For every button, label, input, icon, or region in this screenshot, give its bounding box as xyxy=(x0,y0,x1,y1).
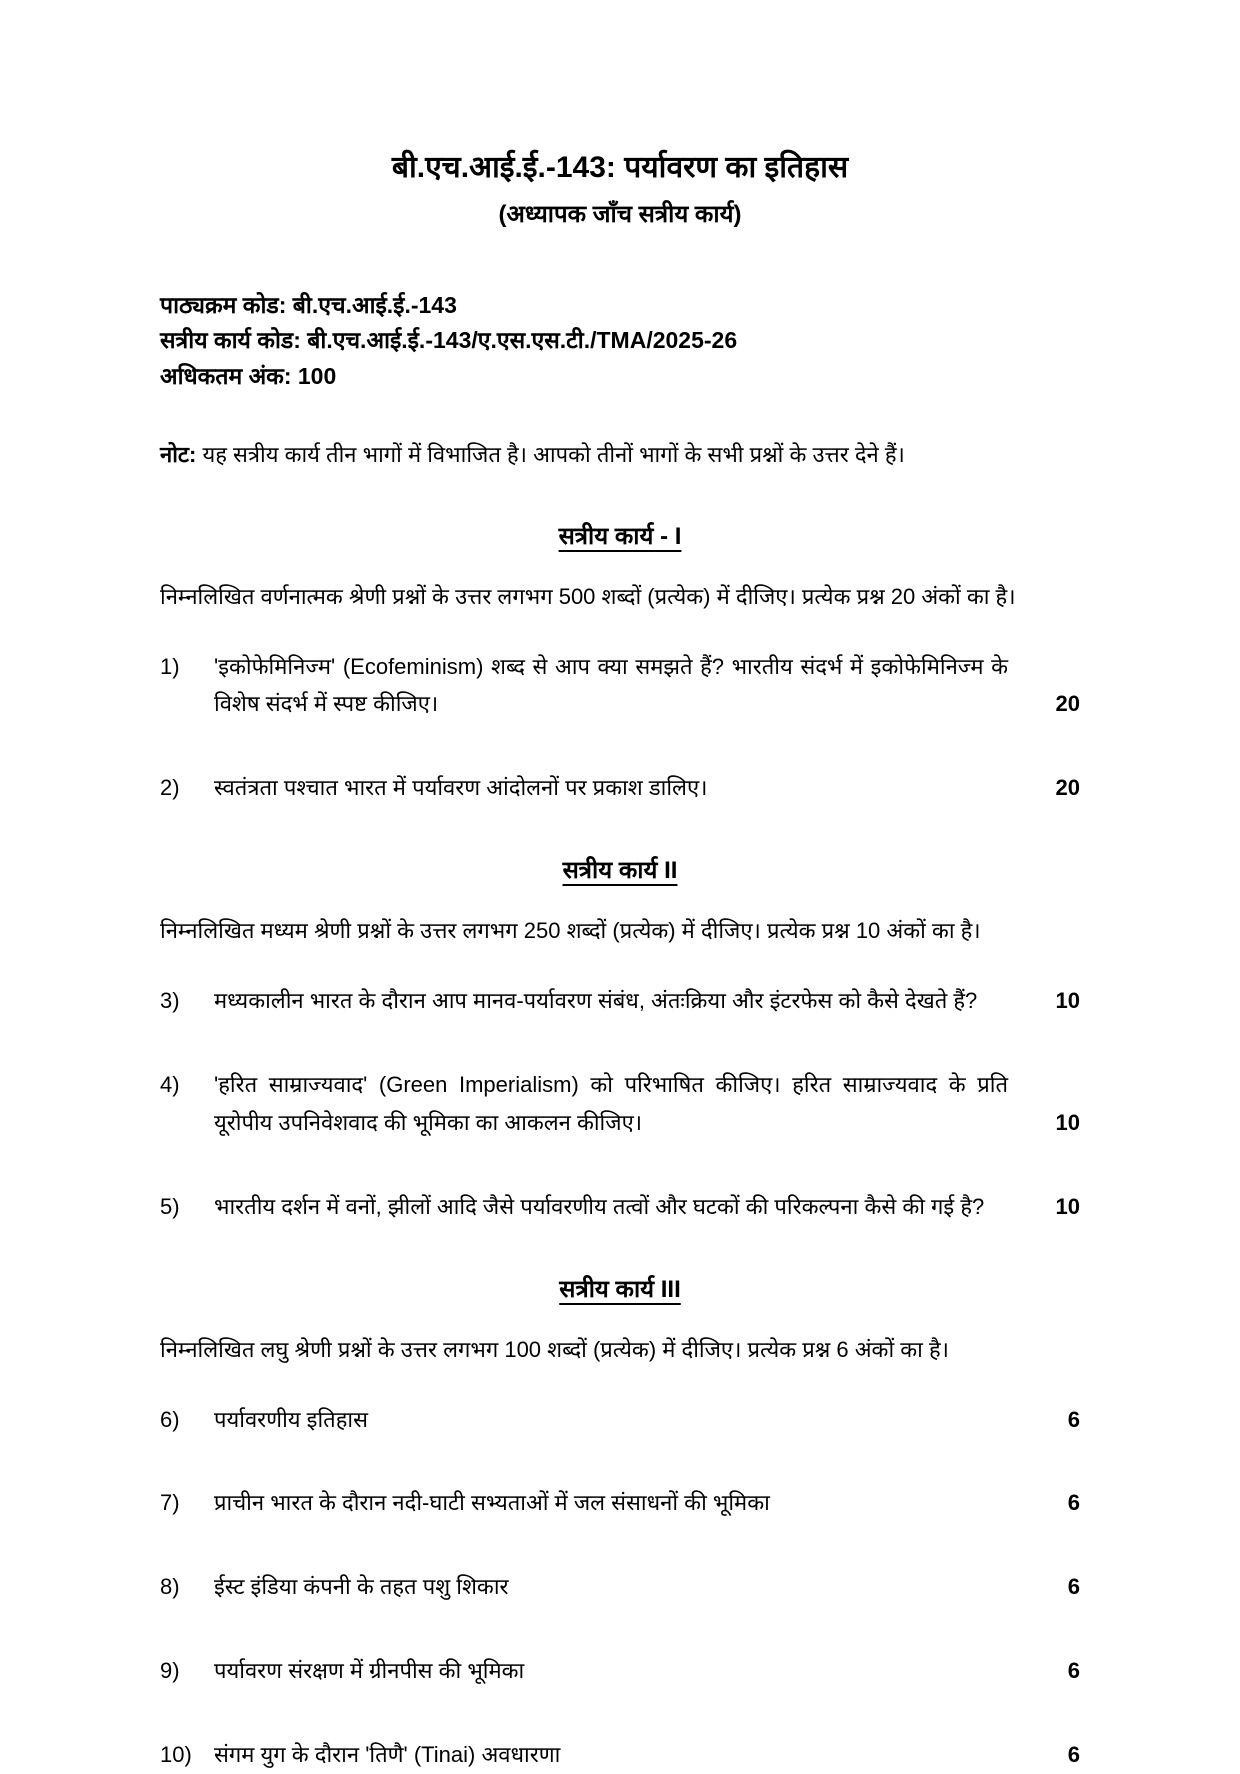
question-10 xyxy=(160,1736,1080,1774)
question-6 xyxy=(160,1401,1080,1439)
page-title: बी.एच.आई.ई.-143: पर्यावरण का इतिहास xyxy=(391,151,849,184)
question-marks: 20 xyxy=(1055,691,1080,717)
question-number: 4) xyxy=(160,1072,180,1098)
question-4 xyxy=(160,1066,1080,1142)
question-number: 6) xyxy=(160,1406,180,1432)
question-2 xyxy=(160,769,1080,807)
question-text: मध्यकालीन भारत के दौरान आप मानव-पर्यावरण संबंध, अंतःक्रिया और इंटरफेस को कैसे देखते हैं? xyxy=(214,988,978,1014)
question-text: 'इकोफेमिनिज्म' (Ecofeminism) शब्द से आप क्या समझते हैं? भारतीय संदर्भ में इकोफेमिनिज्म के विशेष संदर्भ में स्पष्ट कीजिए। xyxy=(214,653,1008,717)
question-number: 2) xyxy=(160,775,180,801)
question-marks: 6 xyxy=(1067,1490,1080,1516)
assignment-code-line: सत्रीय कार्य कोड: बी.एच.आई.ई.-143/ए.एस.एस.टी./TMA/2025-26 xyxy=(160,327,738,354)
note-line xyxy=(160,438,1080,472)
question-9 xyxy=(160,1652,1080,1690)
question-marks: 6 xyxy=(1067,1406,1080,1432)
note-label: नोट: xyxy=(160,442,197,468)
question-marks: 10 xyxy=(1055,1193,1080,1219)
note-text: यह सत्रीय कार्य तीन भागों में विभाजित है। आपको तीनों भागों के सभी प्रश्नों के उत्तर देने हैं। xyxy=(196,442,905,468)
course-code-line: पाठ्यक्रम कोड: बी.एच.आई.ई.-143 xyxy=(160,291,457,318)
question-text: ईस्ट इंडिया कंपनी के तहत पशु शिकार xyxy=(214,1574,509,1600)
question-text: प्राचीन भारत के दौरान नदी-घाटी सभ्यताओं में जल संसाधनों की भूमिका xyxy=(214,1490,770,1516)
question-text: पर्यावरणीय इतिहास xyxy=(214,1406,368,1432)
question-7 xyxy=(160,1484,1080,1522)
meta-block xyxy=(160,288,1080,395)
question-marks: 10 xyxy=(1055,1109,1080,1135)
question-number: 10) xyxy=(160,1741,192,1767)
section-3-heading: सत्रीय कार्य III xyxy=(559,1275,681,1303)
question-text: 'हरित साम्राज्यवाद' (Green Imperialism) को परिभाषित कीजिए। हरित साम्राज्यवाद के प्रति यूरोपीय उपनिवेशवाद की भूमिका का आकलन कीजिए। xyxy=(214,1072,1008,1135)
question-text: स्वतंत्रता पश्चात भारत में पर्यावरण आंदोलनों पर प्रकाश डालिए। xyxy=(214,775,708,801)
question-number: 1) xyxy=(160,653,180,679)
question-number: 9) xyxy=(160,1658,180,1684)
section-1-instruction: निम्नलिखित वर्णनात्मक श्रेणी प्रश्नों के उत्तर लगभग 500 शब्दों (प्रत्येक) में दीजिए। प्रत्येक प्रश्न 20 अंकों का है। xyxy=(160,583,1016,609)
question-marks: 6 xyxy=(1067,1658,1080,1684)
question-number: 8) xyxy=(160,1574,180,1600)
question-text: पर्यावरण संरक्षण में ग्रीनपीस की भूमिका xyxy=(214,1658,525,1684)
question-5 xyxy=(160,1188,1080,1226)
question-8 xyxy=(160,1568,1080,1606)
question-number: 3) xyxy=(160,988,180,1014)
question-marks: 6 xyxy=(1067,1741,1080,1767)
section-3-instruction: निम्नलिखित लघु श्रेणी प्रश्नों के उत्तर लगभग 100 शब्दों (प्रत्येक) में दीजिए। प्रत्येक प्रश्न 6 अंकों का है। xyxy=(160,1336,949,1362)
max-marks-line: अधिकतम अंक: 100 xyxy=(160,362,337,389)
question-number: 5) xyxy=(160,1193,180,1219)
question-text: भारतीय दर्शन में वनों, झीलों आदि जैसे पर्यावरणीय तत्वों और घटकों की परिकल्पना कैसे की गई है? xyxy=(214,1193,985,1219)
section-2-heading: सत्रीय कार्य II xyxy=(562,857,678,885)
question-number: 7) xyxy=(160,1490,180,1516)
section-2-instruction: निम्नलिखित मध्यम श्रेणी प्रश्नों के उत्तर लगभग 250 शब्दों (प्रत्येक) में दीजिए। प्रत्येक प्रश्न 10 अंकों का है। xyxy=(160,918,981,944)
question-3 xyxy=(160,982,1080,1020)
question-marks: 10 xyxy=(1055,988,1080,1014)
question-marks: 20 xyxy=(1055,775,1080,801)
page-subtitle: (अध्यापक जाँच सत्रीय कार्य) xyxy=(498,200,742,228)
section-1-heading: सत्रीय कार्य - I xyxy=(558,522,682,550)
question-marks: 6 xyxy=(1067,1574,1080,1600)
question-1 xyxy=(160,648,1080,724)
question-text: संगम युग के दौरान 'तिणै' (Tinai) अवधारणा xyxy=(214,1741,561,1767)
